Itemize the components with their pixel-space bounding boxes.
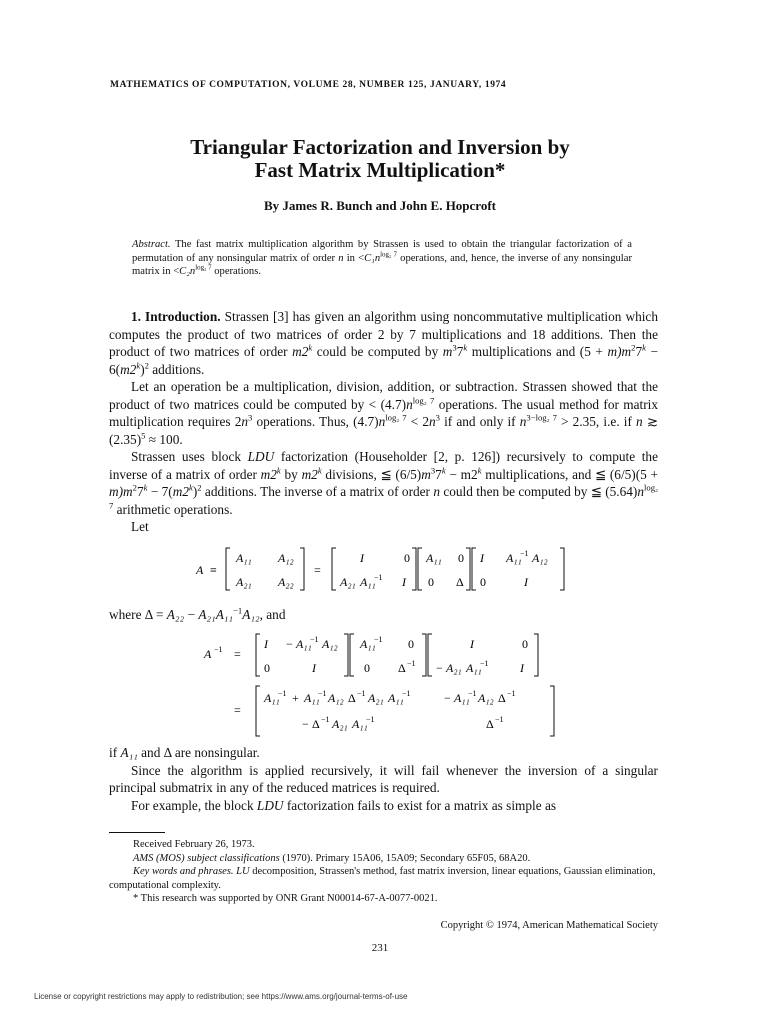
svg-text:−1: −1 (520, 549, 529, 558)
keywords: Key words and phrases. LU decomposition, Strassen's method, fast matrix inversion, linear equations, Gaussian elimination, computational complexity. (109, 866, 656, 891)
svg-text:I: I (264, 637, 268, 651)
svg-text:A₁₁: A₁₁ (304, 691, 320, 705)
title-line-1: Triangular Factorization and Inversion by (190, 135, 570, 159)
bracket-right (466, 548, 470, 590)
bracket-right (412, 548, 416, 590)
svg-text:−1: −1 (374, 573, 383, 582)
svg-text:A₁₁: A₁₁ (426, 551, 442, 565)
svg-text:−1: −1 (321, 715, 330, 724)
svg-text:I: I (312, 661, 316, 675)
svg-text:A₁₁: A₁₁ (388, 691, 404, 705)
svg-text:A₁₁: A₁₁ (466, 661, 482, 675)
svg-text:I: I (402, 575, 406, 589)
svg-text:A₂₁: A₂₁ (368, 691, 384, 705)
svg-text:0: 0 (364, 661, 370, 675)
svg-text:0: 0 (404, 551, 410, 565)
svg-text:Δ: Δ (486, 717, 494, 731)
svg-text:0: 0 (458, 551, 464, 565)
bracket-left (350, 634, 354, 676)
equation-inverse (200, 628, 580, 746)
svg-text:A₁₂: A₁₂ (322, 637, 338, 651)
let-line: Let (131, 519, 149, 534)
svg-text:0: 0 (480, 575, 486, 589)
copyright-notice: Copyright © 1974, American Mathematical Society (440, 920, 658, 931)
svg-text:−1: −1 (278, 689, 287, 698)
svg-text:−1: −1 (357, 689, 366, 698)
svg-text:−1: −1 (366, 715, 375, 724)
bracket-right (300, 548, 304, 590)
paper-authors: By James R. Bunch and John E. Hopcroft (264, 198, 496, 213)
svg-text:−1: −1 (214, 645, 223, 654)
svg-text:−1: −1 (318, 689, 327, 698)
svg-text:0: 0 (408, 637, 414, 651)
svg-text:A₂₁: A₂₁ (236, 575, 252, 589)
footnotes (109, 838, 658, 906)
svg-text:A₁₂: A₁₂ (278, 551, 294, 565)
svg-text:−1: −1 (480, 659, 489, 668)
svg-text:−: − (436, 661, 443, 675)
intro-paragraph-3: Strassen uses block LDU factorization (Householder [2, p. 126]) recursively to compute the inverse of a matrix of order m2$^k$ by m2$^k$ divisions, ≦ $(6/5)m^37^k - m2^k$ multiplications, and ≦ $(6/5)(5 + m)m^27^k - 7(m2^k)^2$ additions. The inverse of a matrix of order n could then be computed by ≦ $(5.64)n^{log_2 7}$ arithmetic operations. (109, 449, 659, 517)
post-equation-text (109, 744, 658, 814)
bracket-left (418, 548, 422, 590)
svg-text:−1: −1 (407, 659, 416, 668)
journal-header: MATHEMATICS OF COMPUTATION, VOLUME 28, NUMBER 125, JANUARY, 1974 (110, 80, 507, 90)
svg-text:A₁₁: A₁₁ (236, 551, 252, 565)
svg-text:A₁₁: A₁₁ (360, 575, 376, 589)
abstract-label: Abstract. (132, 239, 171, 250)
title-line-2: Fast Matrix Multiplication* (254, 158, 506, 182)
svg-text:A: A (196, 563, 204, 577)
svg-text:Δ: Δ (398, 661, 406, 675)
svg-text:I: I (480, 551, 484, 565)
svg-text:−: − (444, 691, 451, 705)
svg-text:A₁₁: A₁₁ (360, 637, 376, 651)
bracket-left (226, 548, 230, 590)
equation-block-ldu (190, 542, 590, 596)
intro-text (109, 308, 658, 536)
svg-text:I: I (470, 637, 474, 651)
svg-text:A: A (204, 647, 212, 661)
bracket-left (472, 548, 476, 590)
svg-text:−: − (286, 637, 293, 651)
bracket-right (344, 634, 348, 676)
svg-text:−1: −1 (310, 635, 319, 644)
intro-paragraph-2: Let an operation be a multiplication, division, addition, or subtraction. Strassen showed that the product of two matrices could be computed by < $(4.7)n^{log_2 7}$ operations. The usual method for matrix multiplication requires $2n^3$ operations. Thus, $(4.7)n^{log_2 7} < 2n^3$ if and only if $n^{3-log_2 7} > 2.35$, i.e. if n ≳ $(2.35)^5 \approx 100$. (109, 379, 659, 447)
svg-text:A₁₂: A₁₂ (532, 551, 548, 565)
bracket-right (550, 686, 554, 736)
svg-text:Δ: Δ (456, 575, 464, 589)
bracket-left (332, 548, 336, 590)
svg-text:=: = (314, 563, 321, 577)
svg-text:Δ: Δ (312, 717, 320, 731)
bracket-left (256, 634, 260, 676)
svg-text:−1: −1 (402, 689, 411, 698)
svg-text:=: = (234, 647, 241, 661)
svg-text:A₁₂: A₁₂ (478, 691, 494, 705)
intro-paragraph-1: 1. Introduction. Strassen [3] has given an algorithm using noncommutative multiplication which computes the product of two matrices of order 2 by 7 multiplications and 18 additions. Then the product of two matrices of order m2$^k$ could be computed by $m^37^k$ multiplications and $(5 + m)m^27^k - 6(m2^k)^2$ additions. (109, 309, 658, 377)
svg-text:0: 0 (522, 637, 528, 651)
svg-text:Δ: Δ (498, 691, 506, 705)
svg-text:A₁₁: A₁₁ (352, 717, 368, 731)
bracket-right (534, 634, 538, 676)
svg-text:Δ: Δ (348, 691, 356, 705)
bracket-left (256, 686, 260, 736)
svg-text:A₂₁: A₂₁ (340, 575, 356, 589)
bracket-right (560, 548, 564, 590)
svg-text:0: 0 (428, 575, 434, 589)
page-number: 231 (371, 942, 389, 954)
svg-text:A₁₁: A₁₁ (454, 691, 470, 705)
paper-title (100, 136, 660, 182)
bracket-right (422, 634, 426, 676)
abstract: Abstract. The fast matrix multiplication algorithm by Strassen is used to obtain the triangular factorization of a permutation of any nonsingular matrix of order n in $<C_1n^{log_2 7}$ operations, and, hence, the inverse of any nonsingular matrix in $<C_2n^{log_2 7}$ operations. (132, 239, 632, 277)
bracket-left (428, 634, 432, 676)
intro-paragraph-5: For example, the block LDU factorization fails to exist for a matrix as simple as (131, 797, 557, 813)
svg-text:=: = (234, 703, 241, 717)
section-heading: 1. Introduction. (131, 309, 221, 324)
svg-text:+: + (292, 691, 299, 705)
svg-text:−1: −1 (468, 689, 477, 698)
footnote-rule (109, 832, 165, 833)
svg-text:A₁₁: A₁₁ (264, 691, 280, 705)
svg-text:−1: −1 (507, 689, 516, 698)
svg-text:I: I (360, 551, 364, 565)
svg-text:0: 0 (264, 661, 270, 675)
svg-text:−1: −1 (495, 715, 504, 724)
svg-text:−: − (302, 717, 309, 731)
svg-text:I: I (520, 661, 524, 675)
svg-text:≡: ≡ (210, 563, 217, 577)
svg-text:A₁₂: A₁₂ (328, 691, 344, 705)
received-date: Received February 26, 1973. (133, 839, 255, 850)
ams-classification: AMS (MOS) subject classifications (1970). Primary 15A06, 15A09; Secondary 65F05, 68A20. (133, 852, 531, 864)
svg-text:−1: −1 (374, 635, 383, 644)
svg-text:A₁₁: A₁₁ (506, 551, 522, 565)
svg-text:A₂₂: A₂₂ (278, 575, 294, 589)
research-support: * This research was supported by ONR Grant N00014-67-A-0077-0021. (133, 893, 438, 904)
if-line: if A₁₁ and Δ are nonsingular. (109, 745, 260, 760)
svg-text:A₂₁: A₂₁ (332, 717, 348, 731)
svg-text:A₁₁: A₁₁ (296, 637, 312, 651)
svg-text:I: I (524, 575, 528, 589)
intro-paragraph-4: Since the algorithm is applied recursively, it will fail whenever the inversion of a singular principal submatrix in any of the reduced matrices is required. (109, 762, 658, 795)
where-line: where Δ = A₂₂ − A₂₁A₁₁$^{-1}$A₁₂, and (109, 605, 286, 622)
svg-text:A₂₁: A₂₁ (446, 661, 462, 675)
license-notice: License or copyright restrictions may apply to redistribution; see https://www.ams.org/journal-terms-of-use (34, 992, 408, 1001)
